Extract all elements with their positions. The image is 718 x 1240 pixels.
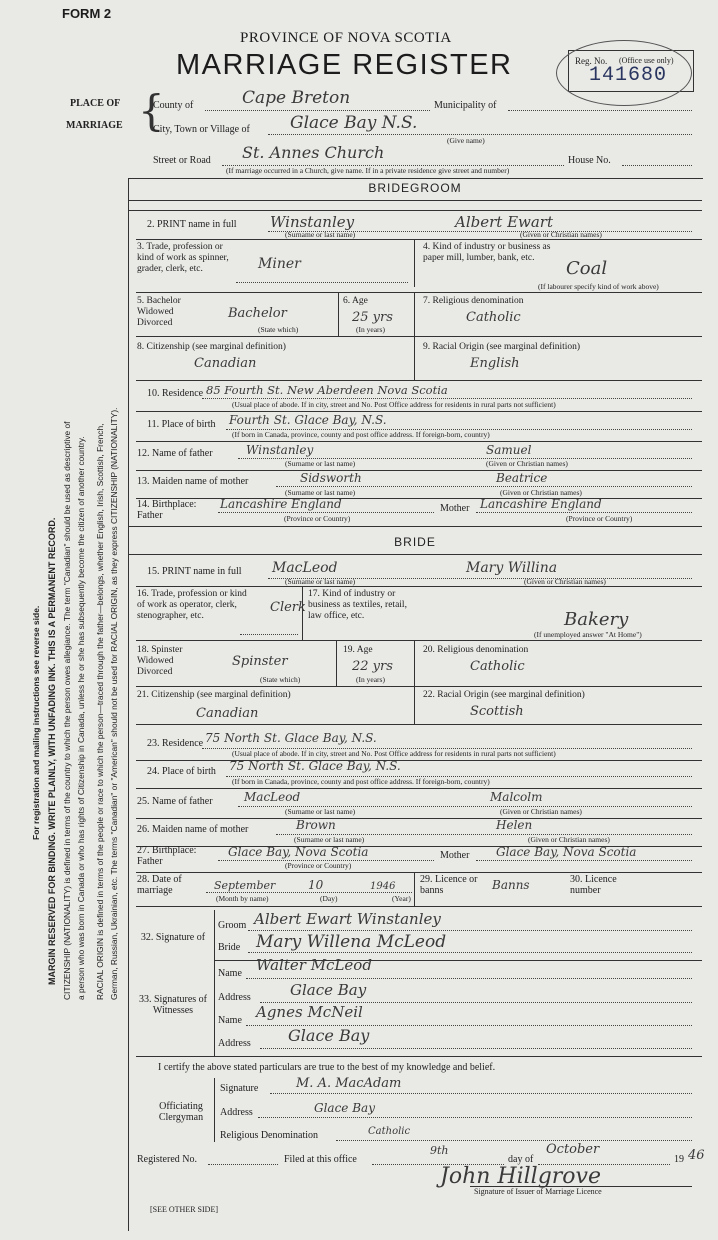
f25-label: 25. Name of father (137, 796, 213, 807)
f14-label: 14. Birthplace: Father (137, 499, 197, 521)
f33-label: 33. Signatures of Witnesses (138, 994, 208, 1016)
f11-value: Fourth St. Glace Bay, N.S. (229, 413, 387, 427)
f25-surname: MacLeod (244, 790, 301, 804)
f2-surname: Winstanley (270, 213, 355, 231)
margin-binding-notice: MARGIN RESERVED FOR BINDING. WRITE PLAINLY, WITH UNFADING INK. THIS IS A PERMANENT RECORD. (47, 517, 57, 985)
give-name-hint: (Give name) (447, 136, 485, 145)
f28-label: 28. Date of marriage (137, 874, 182, 896)
margin-racial-2: German, Russian, Ukrainian, etc. The terms "Canadian" or "American" should not be used for RACIAL ORIGIN, as they express CITIZENSHIP (NATIONALITY). (109, 407, 119, 1000)
see-other-side: [SEE OTHER SIDE] (150, 1205, 218, 1214)
f24-value: 75 North St. Glace Bay, N.S. (229, 759, 401, 773)
f14-father: Lancashire England (220, 497, 342, 511)
f26-given-hint: (Given or Christian names) (528, 835, 610, 844)
county-value: Cape Breton (242, 88, 351, 108)
f5-value: Bachelor (228, 306, 287, 321)
w2-name: Agnes McNeil (256, 1003, 363, 1021)
f24-note: (If born in Canada, province, county and post office address. If foreign-born, country) (232, 777, 490, 786)
place-brace: { (138, 86, 165, 135)
f9-label: 9. Racial Origin (see marginal definition) (423, 342, 581, 352)
religious-denomination-value: Catholic (368, 1126, 411, 1137)
filed-month: October (546, 1142, 600, 1157)
f4-label: 4. Kind of industry or business as paper mill, lumber, bank, etc. (423, 242, 551, 263)
f28-day: 10 (308, 878, 324, 892)
f5-label: 5. Bachelor Widowed Divorced (137, 296, 181, 328)
f14-mother-label: Mother (440, 503, 470, 514)
street-value: St. Annes Church (242, 143, 385, 162)
f7-label: 7. Religious denomination (423, 296, 524, 306)
place-label-2: MARRIAGE (66, 120, 123, 131)
form-number: FORM 2 (62, 6, 112, 21)
f2-given-hint: (Given or Christian names) (520, 230, 602, 239)
f10-note: (Usual place of abode. If in city, street and No. Post Office address for residents in rural parts not sufficient) (232, 400, 556, 409)
reg-no-note: (Office use only) (619, 56, 674, 65)
margin-instructions: For registration and mailing instructions see reverse side. (31, 605, 41, 840)
bride-heading: BRIDE (394, 535, 436, 549)
f15-surname: MacLeod (272, 560, 338, 576)
margin-citizenship-1: CITIZENSHIP (NATIONALITY) is defined in terms of the country to which the person owes allegiance. The term "Canadian" should be used as descriptive of (62, 421, 72, 1000)
f10-value: 85 Fourth St. New Aberdeen Nova Scotia (206, 383, 448, 397)
f16-label: 16. Trade, profession or kind of work as operator, clerk, stenographer, etc. (137, 589, 247, 621)
f23-value: 75 North St. Glace Bay, N.S. (205, 731, 377, 745)
filed-day: 9th (430, 1144, 449, 1157)
f28-year-hint: (Year) (392, 894, 411, 903)
f11-label: 11. Place of birth (147, 419, 216, 430)
municipality-label: Municipality of (434, 100, 497, 111)
filed-year-prefix: 19 (674, 1154, 684, 1165)
f2-given: Albert Ewart (455, 213, 554, 231)
f25-surname-hint: (Surname or last name) (285, 807, 356, 816)
street-label: Street or Road (153, 155, 211, 166)
clergy-sig-label: Signature (220, 1083, 259, 1094)
f8-value: Canadian (194, 356, 257, 371)
religious-denomination-label: Religious Denomination (220, 1130, 319, 1141)
place-label-1: PLACE OF (70, 98, 121, 109)
f15-surname-hint: (Surname or last name) (285, 577, 356, 586)
f29-value: Banns (492, 878, 530, 892)
f21-value: Canadian (196, 706, 259, 721)
f26-surname-hint: (Surname or last name) (294, 835, 365, 844)
f23-label: 23. Residence (147, 738, 204, 749)
w1-address: Glace Bay (290, 981, 367, 999)
f29-label: 29. Licence or banns (420, 874, 478, 896)
f27-label: 27. Birthplace: Father (137, 845, 197, 867)
f14-mother-hint: (Province or Country) (566, 514, 633, 523)
f25-given: Malcolm (490, 790, 543, 804)
f27-mother-label: Mother (440, 850, 470, 861)
issuer-label: Signature of Issuer of Marriage Licence (474, 1187, 602, 1196)
f12-surname: Winstanley (246, 443, 314, 457)
bride-sig-label: Bride (218, 942, 241, 953)
f12-given: Samuel (486, 443, 532, 457)
f4-value: Coal (566, 258, 608, 279)
f27-father-hint: (Province or Country) (285, 861, 352, 870)
bridegroom-heading: BRIDEGROOM (368, 181, 462, 195)
reg-no-label: Reg. No. (575, 56, 608, 66)
w1-address-label: Address (218, 992, 251, 1003)
f15-label: 15. PRINT name in full (147, 566, 242, 577)
f26-given: Helen (496, 818, 533, 832)
f6-value: 25 yrs (352, 310, 393, 325)
f20-label: 20. Religious denomination (423, 645, 529, 655)
f14-mother: Lancashire England (480, 497, 602, 511)
f11-note: (If born in Canada, province, county and post office address. If foreign-born, country) (232, 430, 490, 439)
f6-label: 6. Age (343, 296, 368, 306)
clergy-address: Glace Bay (314, 1101, 375, 1115)
page-title: MARRIAGE REGISTER (176, 49, 513, 81)
f17-note: (If unemployed answer "At Home") (534, 630, 642, 639)
f32-label: 32. Signature of (140, 932, 206, 943)
f12-surname-hint: (Surname or last name) (285, 459, 356, 468)
w2-address: Glace Bay (288, 1026, 370, 1045)
filed-label: Filed at this office (284, 1154, 357, 1165)
f17-label: 17. Kind of industry or business as textiles, retail, law office, etc. (308, 589, 407, 621)
f30-label: 30. Licence number (570, 874, 617, 896)
f3-value: Miner (258, 256, 301, 272)
f22-value: Scottish (470, 704, 524, 719)
day-of-label: day of (508, 1154, 534, 1165)
w1-name: Walter McLeod (256, 956, 372, 974)
f13-surname-hint: (Surname or last name) (285, 488, 356, 497)
registered-label: Registered No. (137, 1154, 197, 1165)
f27-mother: Glace Bay, Nova Scotia (496, 845, 637, 859)
house-label: House No. (568, 155, 611, 166)
f5-hint: (State which) (258, 325, 299, 334)
f21-label: 21. Citizenship (see marginal definition) (137, 690, 291, 700)
f4-note: (If labourer specify kind of work above) (538, 282, 659, 291)
w1-name-label: Name (218, 968, 242, 979)
f14-father-hint: (Province or Country) (284, 514, 351, 523)
f8-label: 8. Citizenship (see marginal definition) (137, 342, 286, 352)
f28-month-hint: (Month by name) (216, 894, 269, 903)
f15-given: Mary Willina (466, 560, 558, 576)
f19-value: 22 yrs (352, 659, 393, 674)
province-title: PROVINCE OF NOVA SCOTIA (240, 30, 452, 46)
f12-label: 12. Name of father (137, 448, 213, 459)
f28-year: 1946 (370, 881, 396, 892)
street-note: (If marriage occurred in a Church, give name. If in a private residence give street and number) (226, 166, 510, 175)
margin-racial-1: RACIAL ORIGIN is defined in terms of the people or race to which the person—traced through the father—belongs, whether English, Irish, Scottish, French, (95, 423, 105, 1000)
f15-given-hint: (Given or Christian names) (524, 577, 606, 586)
w2-address-label: Address (218, 1038, 251, 1049)
f20-value: Catholic (470, 659, 525, 674)
filed-year: 46 (688, 1148, 705, 1163)
f13-given: Beatrice (496, 471, 548, 485)
clergy-label: Officiating Clergyman (158, 1101, 204, 1123)
city-value: Glace Bay N.S. (290, 113, 418, 133)
f18-label: 18. Spinster Widowed Divorced (137, 645, 183, 677)
f22-label: 22. Racial Origin (see marginal definition) (423, 690, 585, 700)
f7-value: Catholic (466, 310, 521, 325)
reg-number: 141680 (589, 64, 668, 87)
f19-hint: (In years) (356, 675, 385, 684)
f13-label: 13. Maiden name of mother (137, 476, 249, 487)
f18-hint: (State which) (260, 675, 301, 684)
f24-label: 24. Place of birth (147, 766, 216, 777)
f10-label: 10. Residence (147, 388, 204, 399)
f28-month: September (214, 879, 276, 892)
issuer-signature: John Hillgrove (440, 1164, 601, 1189)
f12-given-hint: (Given or Christian names) (486, 459, 568, 468)
groom-signature: Albert Ewart Winstanley (254, 910, 441, 928)
f16-value: Clerk (270, 600, 306, 615)
f2-surname-hint: (Surname or last name) (285, 230, 356, 239)
f27-father: Glace Bay, Nova Scotia (228, 845, 369, 859)
f6-hint: (In years) (356, 325, 385, 334)
f19-label: 19. Age (343, 645, 373, 655)
f25-given-hint: (Given or Christian names) (500, 807, 582, 816)
f23-note: (Usual place of abode. If in city, street and No. Post Office address for residents in rural parts not sufficient) (232, 749, 556, 758)
f26-label: 26. Maiden name of mother (137, 824, 249, 835)
certify-text: I certify the above stated particulars are true to the best of my knowledge and belief. (158, 1062, 496, 1073)
f26-surname: Brown (296, 818, 336, 832)
f2-label: 2. PRINT name in full (147, 219, 237, 230)
margin-citizenship-2: a person who was born in Canada or who has rights of Citizenship in Canada, unless he or she has subsequently become the citizen of another country. (76, 436, 86, 1000)
clergy-signature: M. A. MacAdam (296, 1076, 402, 1091)
f3-label: 3. Trade, profession or kind of work as spinner, grader, clerk, etc. (137, 242, 229, 274)
f17-value: Bakery (564, 609, 629, 630)
reg-stamp-oval (556, 40, 692, 106)
bride-signature: Mary Willena McLeod (256, 932, 447, 952)
f13-surname: Sidsworth (300, 471, 362, 485)
county-label: County of (153, 100, 194, 111)
city-label: City, Town or Village of (153, 124, 250, 135)
groom-label: Groom (218, 920, 247, 931)
clergy-address-label: Address (220, 1107, 253, 1118)
f9-value: English (470, 356, 520, 371)
w2-name-label: Name (218, 1015, 242, 1026)
f18-value: Spinster (232, 654, 288, 669)
f28-day-hint: (Day) (320, 894, 338, 903)
f13-given-hint: (Given or Christian names) (500, 488, 582, 497)
